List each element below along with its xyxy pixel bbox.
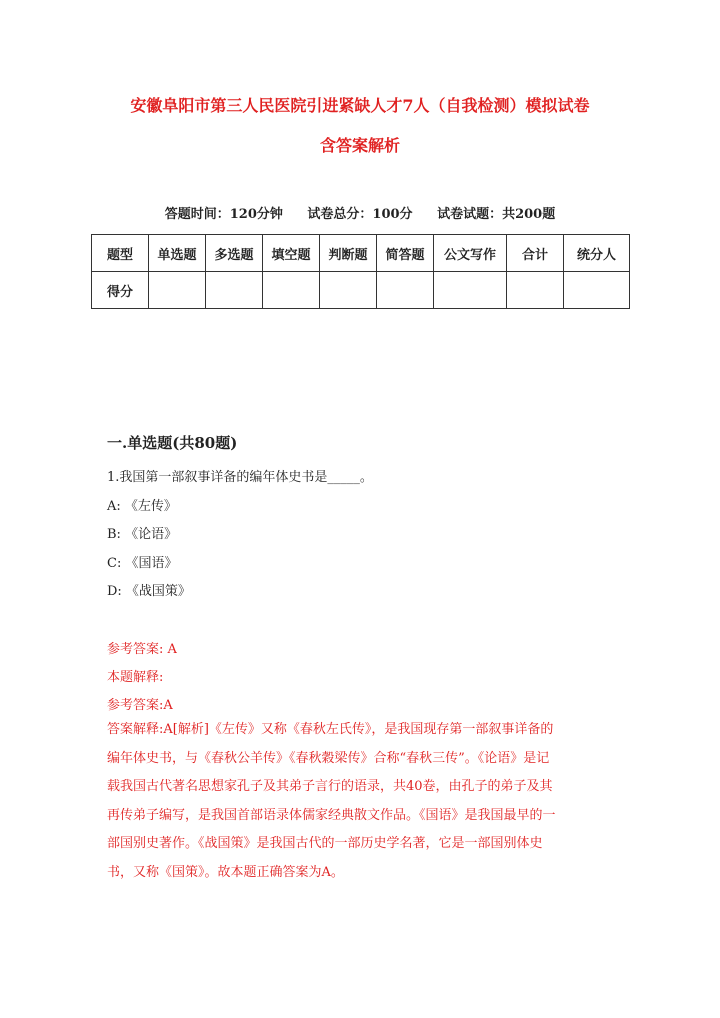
explanation-line: 载我国古代著名思想家孔子及其弟子言行的语录，共40卷，由孔子的弟子及其 [107,779,553,794]
score-cell [377,272,434,309]
exam-meta [0,203,720,222]
score-cell [149,272,206,309]
reference-answer: 参考答案: A [107,642,177,657]
score-header-cell: 合计 [507,235,564,272]
explanation-line: 编年体史书，与《春秋公羊传》《春秋穀梁传》合称“春秋三传”。《论语》是记 [107,750,550,766]
section-title: 一.单选题(共80题) [107,434,238,452]
option-c: C: 《国语》 [107,556,178,571]
explanation-line: 书，又称《国策》。故本题正确答案为A。 [107,864,344,880]
score-header-cell: 统分人 [564,235,630,272]
document-title-line2: 含答案解析 [319,136,400,155]
score-cell [320,272,377,309]
option-a: A: 《左传》 [107,499,177,514]
score-cell [507,272,564,309]
score-header-cell: 公文写作 [434,235,507,272]
exam-time: 答题时间：120分钟 [164,207,283,222]
explanation-line: 再传弟子编写，是我国首部语录体儒家经典散文作品。《国语》是我国最早的一 [107,807,556,823]
score-header-cell: 单选题 [149,235,206,272]
score-header-cell: 简答题 [377,235,434,272]
score-table-header-row [92,235,630,272]
score-cell [263,272,320,309]
exam-total-score: 试卷总分：100分 [307,207,413,222]
score-table [91,234,630,309]
reference-answer-2: 参考答案:A [107,698,173,713]
score-row-label: 得分 [92,272,149,309]
answer-explanation [107,716,617,887]
score-cell [206,272,263,309]
score-header-cell: 填空题 [263,235,320,272]
explanation-label: 本题解释: [107,670,164,685]
score-table-score-row [92,272,630,309]
score-header-cell: 判断题 [320,235,377,272]
score-cell [434,272,507,309]
score-header-cell: 题型 [92,235,149,272]
document-title-line1: 安徽阜阳市第三人民医院引进紧缺人才7人（自我检测）模拟试卷 [130,96,590,115]
question-stem: 1.我国第一部叙事详备的编年体史书是_____。 [107,470,373,485]
option-d: D: 《战国策》 [107,584,191,599]
explanation-line: 部国别史著作。《战国策》是我国古代的一部历史学名著，它是一部国别体史 [107,836,543,851]
explanation-line: 答案解释:A[解析]《左传》又称《春秋左氏传》，是我国现存第一部叙事详备的 [107,722,554,737]
score-header-cell: 多选题 [206,235,263,272]
score-cell [564,272,630,309]
exam-question-count: 试卷试题：共200题 [437,207,556,222]
option-b: B: 《论语》 [107,527,178,542]
